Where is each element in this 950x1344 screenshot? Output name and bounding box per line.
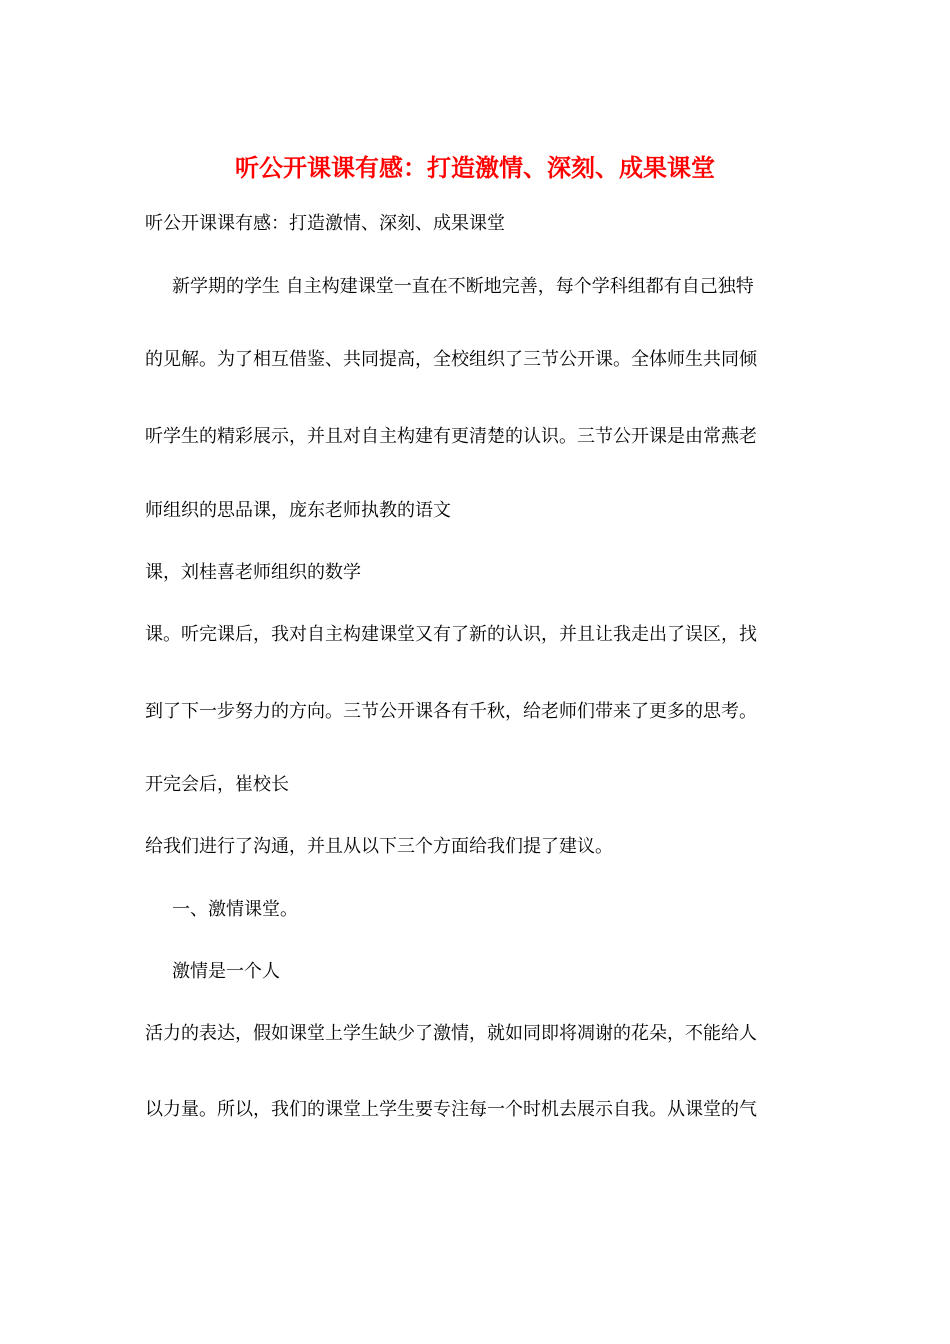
section-heading: 一、激情课堂。	[172, 899, 298, 920]
document-title: 听公开课课有感：打造激情、深刻、成果课堂	[235, 153, 715, 182]
paragraph-line: 激情是一个人	[172, 961, 280, 982]
paragraph-line: 课。听完课后，我对自主构建课堂又有了新的认识，并且让我走出了误区，找	[145, 624, 757, 645]
subtitle-line: 听公开课课有感：打造激情、深刻、成果课堂	[145, 213, 505, 234]
paragraph-line: 以力量。所以，我们的课堂上学生要专注每一个时机去展示自我。从课堂的气	[145, 1099, 757, 1120]
paragraph-line: 活力的表达，假如课堂上学生缺少了激情，就如同即将凋谢的花朵，不能给人	[145, 1023, 757, 1044]
paragraph-line: 的见解。为了相互借鉴、共同提高，全校组织了三节公开课。全体师生共同倾	[145, 349, 757, 370]
paragraph-line: 师组织的思品课，庞东老师执教的语文	[145, 500, 451, 521]
paragraph-line: 听学生的精彩展示，并且对自主构建有更清楚的认识。三节公开课是由常燕老	[145, 426, 757, 447]
paragraph-line: 给我们进行了沟通，并且从以下三个方面给我们提了建议。	[145, 836, 613, 857]
paragraph-line: 课，刘桂喜老师组织的数学	[145, 562, 361, 583]
paragraph-line: 新学期的学生 自主构建课堂一直在不断地完善，每个学科组都有自己独特	[172, 276, 754, 297]
paragraph-line: 开完会后，崔校长	[145, 774, 289, 795]
paragraph-line: 到了下一步努力的方向。三节公开课各有千秋，给老师们带来了更多的思考。	[145, 701, 757, 722]
